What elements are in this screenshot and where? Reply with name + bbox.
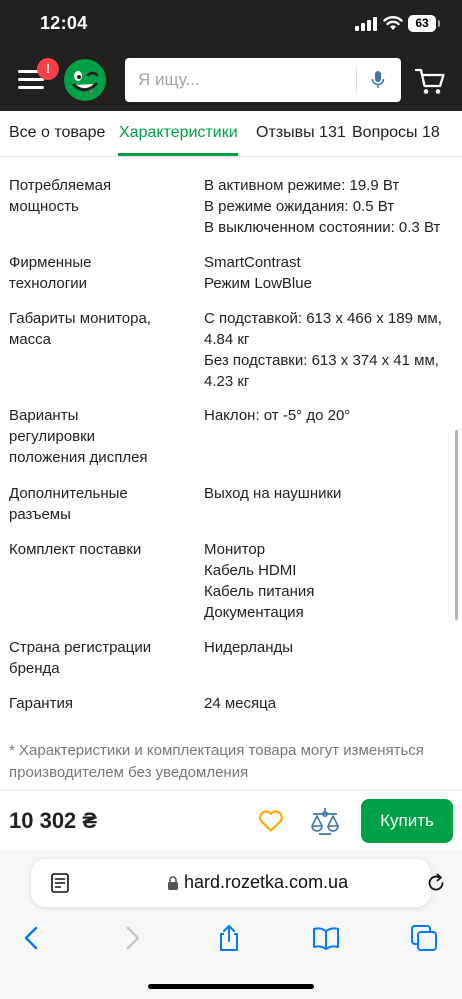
tab-characteristics[interactable]: Характеристики: [119, 124, 238, 141]
microphone-icon[interactable]: [371, 70, 385, 90]
search-input[interactable]: [125, 58, 353, 102]
tab-questions[interactable]: Вопросы 18: [352, 124, 440, 141]
cellular-signal-icon: [355, 17, 377, 31]
spec-value: Наклон: от -5° до 20°: [204, 407, 351, 424]
cart-icon[interactable]: [415, 67, 445, 95]
spec-label: Дополнительные разъемы: [9, 485, 128, 523]
spec-label: Потребляемая мощность: [9, 177, 112, 215]
tabs-icon[interactable]: [410, 924, 438, 952]
product-price: 10 302 ₴: [9, 808, 98, 833]
spec-value: 24 месяца: [204, 695, 277, 712]
lock-icon: [167, 875, 179, 891]
heart-icon[interactable]: [258, 809, 284, 833]
spec-value: [204, 252, 456, 294]
wifi-icon: [383, 15, 403, 31]
compare-scales-icon[interactable]: [310, 806, 340, 836]
spec-value: Выход на наушники: [204, 485, 342, 502]
browser-toolbar: [0, 850, 462, 999]
address-bar[interactable]: [31, 859, 431, 907]
spec-value: В активном режиме: 19.9 Вт В режиме ожидания: 0.5 Вт В выключенном состоянии: 0.3 Вт: [204, 177, 441, 236]
reload-icon[interactable]: [426, 873, 446, 893]
battery-icon: 63: [408, 15, 436, 32]
scrollbar[interactable]: [455, 430, 458, 620]
tab-all-about[interactable]: Все о товаре: [9, 124, 106, 141]
reader-mode-icon[interactable]: [51, 873, 69, 893]
spec-value: Нидерланды: [204, 639, 294, 656]
forward-icon[interactable]: [118, 924, 146, 952]
spec-link[interactable]: SmartContrast: [204, 254, 301, 271]
status-bar: [0, 0, 462, 48]
home-indicator: [148, 984, 314, 989]
characteristics-list: [0, 157, 462, 790]
product-tabs: [0, 111, 462, 157]
characteristics-footnote: * Характеристики и комплектация товара могут изменяться производителем без уведомления: [9, 742, 424, 781]
spec-label: Страна регистрации бренда: [9, 639, 152, 677]
buy-button[interactable]: Купить: [361, 799, 453, 843]
spec-label: Варианты регулировки положения дисплея: [9, 407, 148, 466]
clipped-previous-row: [9, 157, 13, 169]
site-header: [0, 48, 462, 111]
notification-badge: !: [37, 58, 59, 80]
search-divider: [356, 68, 357, 92]
buy-bar: [0, 790, 462, 850]
search-box: [125, 58, 401, 102]
spec-label: Комплект поставки: [9, 541, 142, 558]
spec-label: Фирменные технологии: [9, 254, 92, 292]
spec-value: С подставкой: 613 x 466 x 189 мм, 4.84 кг Без подставки: 613 x 374 x 41 мм, 4.23 кг: [204, 310, 442, 390]
rozetka-logo-icon[interactable]: [63, 58, 107, 102]
bookmarks-icon[interactable]: [312, 924, 340, 952]
back-icon[interactable]: [18, 924, 46, 952]
tab-reviews[interactable]: Отзывы 131: [256, 124, 346, 141]
share-icon[interactable]: [215, 924, 243, 952]
status-time: 12:04: [40, 13, 88, 33]
active-tab-indicator: [118, 153, 238, 156]
spec-label: Гарантия: [9, 695, 73, 712]
spec-label: Габариты монитора, масса: [9, 310, 151, 348]
url-text[interactable]: hard.rozetka.com.ua: [184, 872, 349, 892]
spec-link[interactable]: Режим LowBlue: [204, 275, 312, 292]
spec-value: Монитор Кабель HDMI Кабель питания Документация: [204, 541, 315, 621]
